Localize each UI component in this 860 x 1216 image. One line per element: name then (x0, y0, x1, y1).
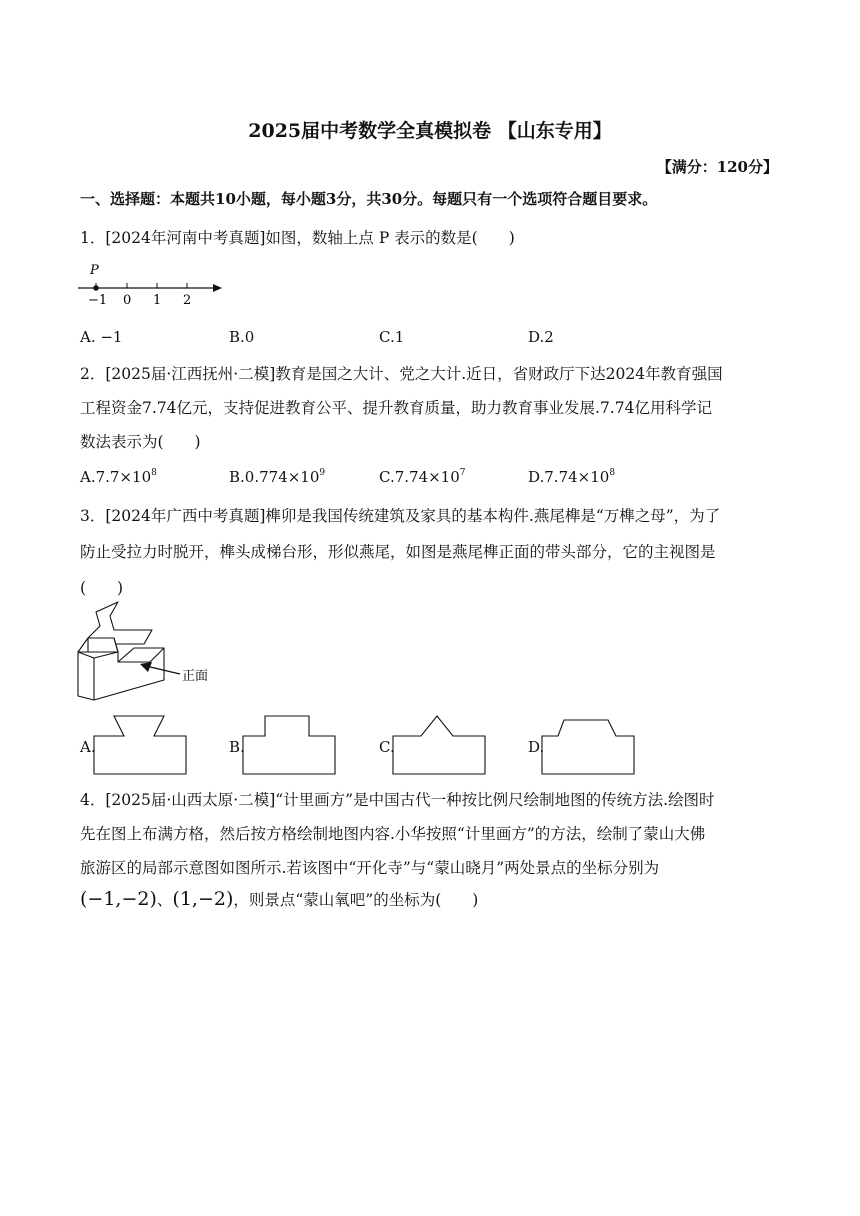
point-p-marker (93, 285, 99, 291)
q3-stem-line1: 3．[2024年广西中考真题]榫卯是我国传统建筑及家具的基本构件.燕尾榫是“万榫之母”，为了 (80, 507, 721, 525)
q3-option-d-label: D. (528, 738, 545, 756)
q4-stem-line2: 先在图上布满方格，然后按方格绘制地图内容.小华按照“计里画方”的方法，绘制了蒙山大佛 (80, 825, 706, 843)
q4-stem-line1: 4．[2025届·山西太原·二模]“计里画方”是中国古代一种按比例尺绘制地图的传统方法.绘图时 (80, 791, 715, 809)
q2-option-c: $C.7.74\times 10^7$ (379, 468, 466, 486)
full-score-label: 【满分：120分】 (656, 158, 778, 176)
tick-label: 1 (153, 293, 162, 306)
coordinate-kaihua-temple: (−1,−2) (80, 888, 157, 910)
q2-option-a: $A.7.7\times 10^8$ (80, 468, 157, 486)
q3-option-d-figure (540, 712, 640, 778)
q3-option-a-figure (92, 712, 192, 778)
q3-stem-line3: ( ) (80, 579, 124, 597)
q3-stem-line2: 防止受拉力时脱开，榫头成梯台形，形似燕尾，如图是燕尾榫正面的带头部分，它的主视图是 (80, 543, 716, 561)
q3-option-b-figure (241, 712, 341, 778)
tick-label: 0 (123, 293, 132, 306)
q1-option-c: C.1 (379, 328, 405, 346)
q2-stem-line2: 工程资金7.74亿元，支持促进教育公平、提升教育质量，助力教育事业发展.7.74亿用科学记 (80, 399, 712, 417)
q1-stem: 1．[2024年河南中考真题]如图，数轴上点 P 表示的数是( ) (80, 229, 515, 247)
q2-option-d: $D.7.74\times 10^8$ (528, 468, 616, 486)
q1-option-a: A. −1 (80, 328, 123, 346)
q4-stem-line4: (−1,−2)、(1,−2)，则景点“蒙山氧吧”的坐标为( ) (80, 888, 479, 910)
q2-stem-line1: 2．[2025届·江西抚州·二模]教育是国之大计、党之大计.近日，省财政厅下达2024年教育强国 (80, 365, 723, 383)
point-p-label: P (90, 263, 99, 278)
q2-stem-line3: 数法表示为( ) (80, 433, 201, 451)
q1-number-line (76, 256, 226, 306)
section-heading: 一、选择题：本题共10小题，每小题3分，共30分。每题只有一个选项符合题目要求。 (80, 190, 658, 208)
q1-option-d: D.2 (528, 328, 554, 346)
q1-option-b: B.0 (229, 328, 255, 346)
q3-option-b-label: B. (229, 738, 245, 756)
front-label: 正面 (182, 669, 209, 684)
page-title: 2025届中考数学全真模拟卷 【山东专用】 (248, 120, 612, 142)
q4-stem-line3: 旅游区的局部示意图如图所示.若该图中“开化寺”与“蒙山晓月”两处景点的坐标分别为 (80, 859, 660, 877)
tick-label: 2 (183, 293, 192, 306)
q3-option-a-label: A. (80, 738, 96, 756)
coordinate-mengshan-moon: (1,−2) (172, 888, 234, 910)
q3-option-c-label: C. (379, 738, 395, 756)
q3-option-c-figure (391, 712, 491, 778)
tick-label: −1 (88, 293, 108, 306)
q3-dovetail-figure (74, 600, 234, 705)
q2-option-b: $B.0.774\times 10^9$ (229, 468, 326, 486)
